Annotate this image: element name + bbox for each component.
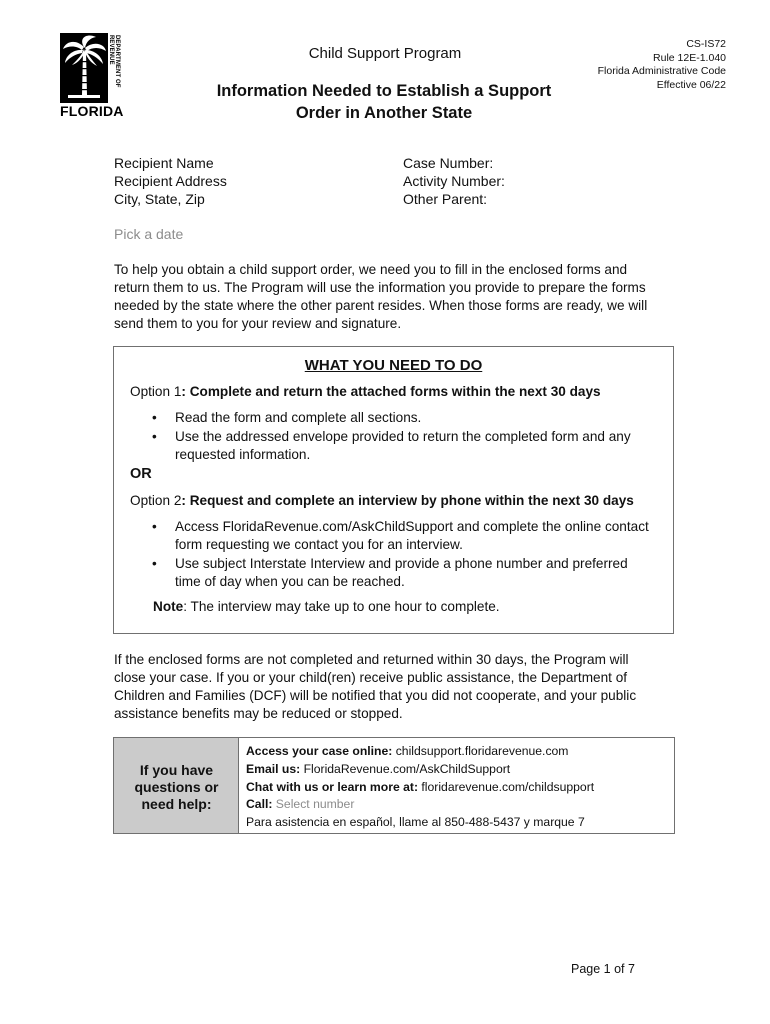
- option-2-label: Option 2: [130, 493, 182, 508]
- help-box: [113, 737, 675, 834]
- recipient-address-block: [114, 154, 227, 208]
- call-line: [246, 796, 594, 814]
- recipient-name-field[interactable]: Recipient Name: [114, 155, 214, 171]
- option-1-list: [150, 409, 650, 465]
- help-label-line: questions or: [134, 779, 219, 795]
- list-item: • Use the addressed envelope provided to return the completed form and any requested information.: [150, 428, 650, 464]
- case-number-label: Case Number:: [403, 155, 494, 171]
- select-number-dropdown[interactable]: Select number: [272, 797, 355, 812]
- help-label-line: need help:: [141, 796, 212, 812]
- intro-paragraph: To help you obtain a child support order, we need you to fill in the enclosed forms and return them to us. The Program will use the information you provide to prepare the forms needed by the state where the other parent resides. When those forms are ready, we will send them to you for your review and signature.: [114, 262, 648, 331]
- note-label: Note: [153, 599, 184, 614]
- chat-link[interactable]: floridarevenue.com/childsupport: [418, 779, 595, 794]
- option-1-label: Option 1: [130, 384, 182, 399]
- form-identifier: [598, 38, 726, 92]
- activity-number-label: Activity Number:: [403, 173, 505, 189]
- form-id-line: Florida Administrative Code: [597, 65, 726, 77]
- call-label: Call:: [246, 797, 273, 812]
- note-text: : The interview may take up to one hour to complete.: [183, 599, 500, 614]
- form-id-line: CS-IS72: [686, 38, 726, 50]
- access-link[interactable]: childsupport.floridarevenue.com: [392, 744, 569, 758]
- option-2-text: : Request and complete an interview by phone within the next 30 days: [181, 493, 634, 508]
- chat-line: [246, 779, 594, 797]
- help-contact-lines: [246, 743, 594, 832]
- help-label: [114, 762, 239, 813]
- form-id-line: Effective 06/22: [656, 78, 726, 91]
- logo-word: FLORIDA: [60, 103, 124, 119]
- recipient-address-field[interactable]: Recipient Address: [114, 173, 227, 189]
- option-1-text: : Complete and return the attached forms within the next 30 days: [181, 384, 601, 399]
- chat-label: Chat with us or learn more at:: [246, 779, 419, 794]
- title-line-1: Information Needed to Establish a Support: [216, 82, 552, 100]
- list-item: • Use subject Interstate Interview and provide a phone number and preferred time of day when you can be reached.: [150, 555, 650, 591]
- access-online-line: [246, 743, 594, 761]
- email-line: [246, 761, 594, 779]
- case-info-block: [403, 154, 505, 208]
- program-name: Child Support Program: [308, 45, 462, 62]
- list-item: • Access FloridaRevenue.com/AskChildSupport and complete the online contact form requesting we contact you for an interview.: [150, 518, 650, 554]
- title-line-2: Order in Another State: [295, 104, 473, 122]
- option-2-list: [150, 518, 650, 592]
- logo-side-text: DEPARTMENT OF REVENUE: [108, 35, 120, 88]
- or-separator: OR: [130, 466, 152, 482]
- spanish-line: Para asistencia en español, llame al 850-488-5437 y marque 7: [246, 815, 585, 830]
- form-id-line: Rule 12E-1.040: [653, 51, 726, 64]
- page-title: [190, 80, 578, 124]
- recipient-city-state-zip-field[interactable]: City, State, Zip: [114, 191, 205, 207]
- help-label-line: If you have: [139, 762, 214, 778]
- instructions-box: [113, 346, 674, 634]
- option-2-heading: [130, 493, 634, 508]
- help-label-cell: [114, 738, 239, 833]
- palm-tree-icon: [60, 33, 112, 103]
- option-1-heading: [130, 384, 601, 399]
- warning-paragraph: If the enclosed forms are not completed and returned within 30 days, the Program will close your case. If you or your child(ren) receive public assistance, the Department of Children and Families (DCF) will be notified that you did not cooperate, and your public assistance benefits may be reduced or stopped.: [114, 652, 637, 721]
- access-label: Access your case online:: [246, 744, 393, 758]
- date-picker[interactable]: Pick a date: [114, 226, 184, 242]
- email-link[interactable]: FloridaRevenue.com/AskChildSupport: [300, 761, 511, 776]
- email-label: Email us:: [246, 761, 301, 776]
- florida-revenue-logo: [60, 33, 122, 121]
- interview-note: [153, 599, 500, 614]
- other-parent-label: Other Parent:: [403, 191, 488, 207]
- page-number: Page 1 of 7: [571, 962, 635, 976]
- instructions-heading: WHAT YOU NEED TO DO: [304, 357, 483, 374]
- list-item: • Read the form and complete all sections.: [150, 409, 650, 427]
